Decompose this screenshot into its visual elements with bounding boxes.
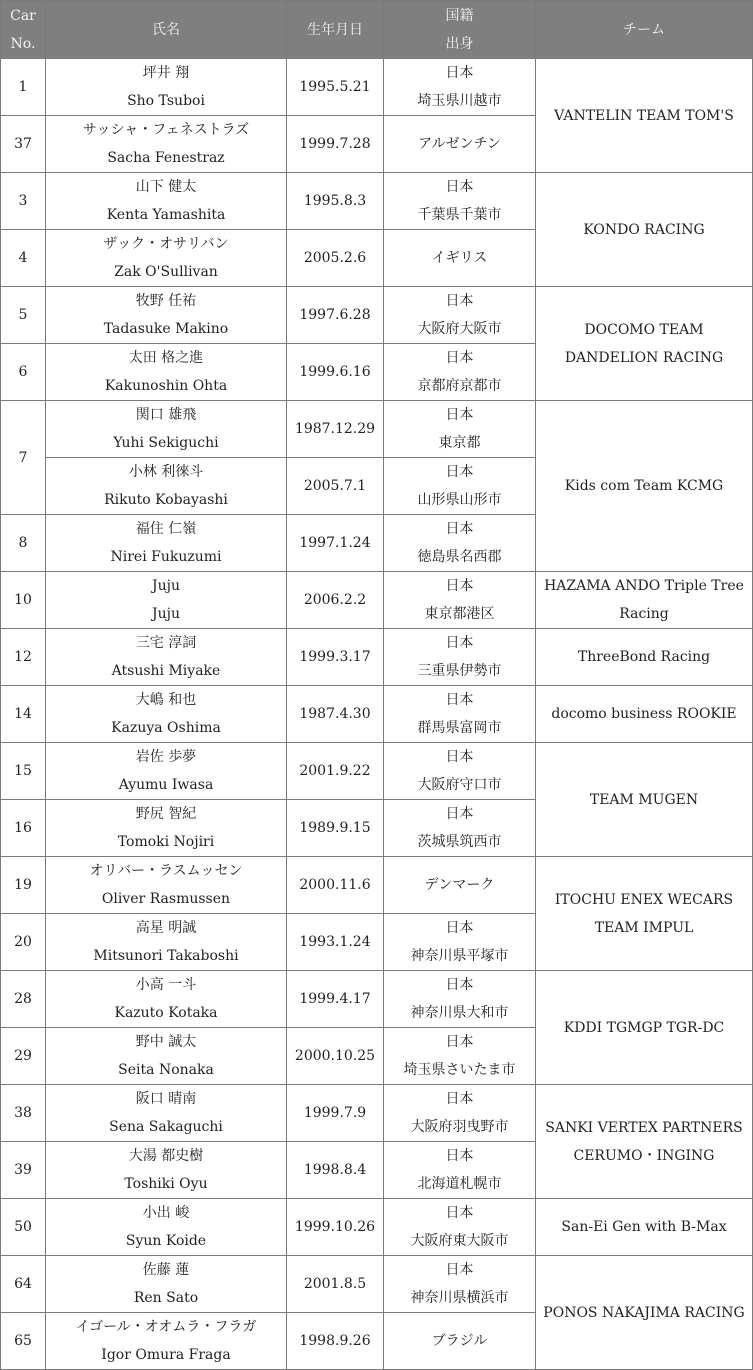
nationality-origin: 日本 埼玉県川越市	[384, 59, 536, 116]
nationality-origin: 日本 茨城県筑西市	[384, 800, 536, 857]
header-birthdate: 生年月日	[287, 1, 384, 59]
team-name: HAZAMA ANDO Triple Tree Racing	[536, 572, 753, 629]
nationality-origin: 日本 山形県山形市	[384, 458, 536, 515]
nationality-origin: 日本 京都府京都市	[384, 344, 536, 401]
header-name: 氏名	[46, 1, 287, 59]
team-name: Kids com Team KCMG	[536, 401, 753, 572]
team-name: ITOCHU ENEX WECARS TEAM IMPUL	[536, 857, 753, 971]
birthdate: 1999.7.28	[287, 116, 384, 173]
birthdate: 2005.2.6	[287, 230, 384, 287]
birthdate: 2001.9.22	[287, 743, 384, 800]
nationality-origin: 日本 神奈川県平塚市	[384, 914, 536, 971]
birthdate: 1999.10.26	[287, 1199, 384, 1256]
table-row	[1, 1085, 753, 1142]
car-number: 37	[1, 116, 46, 173]
nationality-origin: 日本 千葉県千葉市	[384, 173, 536, 230]
car-number: 39	[1, 1142, 46, 1199]
driver-name: サッシャ・フェネストラズ Sacha Fenestraz	[46, 116, 287, 173]
header-car-no: Car No.	[1, 1, 46, 59]
driver-name: Juju Juju	[46, 572, 287, 629]
car-number: 14	[1, 686, 46, 743]
driver-name: オリバー・ラスムッセン Oliver Rasmussen	[46, 857, 287, 914]
birthdate: 1997.1.24	[287, 515, 384, 572]
birthdate: 2000.11.6	[287, 857, 384, 914]
driver-name: 福住 仁嶺 Nirei Fukuzumi	[46, 515, 287, 572]
car-number: 3	[1, 173, 46, 230]
birthdate: 1999.7.9	[287, 1085, 384, 1142]
table-row	[1, 971, 753, 1028]
table-row	[1, 1199, 753, 1256]
team-name: VANTELIN TEAM TOM'S	[536, 59, 753, 173]
birthdate: 1998.9.26	[287, 1313, 384, 1370]
driver-name: 小高 一斗 Kazuto Kotaka	[46, 971, 287, 1028]
driver-name: ザック・オサリバン Zak O'Sullivan	[46, 230, 287, 287]
nationality-origin: 日本 群馬県富岡市	[384, 686, 536, 743]
driver-name: イゴール・オオムラ・フラガ Igor Omura Fraga	[46, 1313, 287, 1370]
car-number: 6	[1, 344, 46, 401]
nationality-origin: デンマーク	[384, 857, 536, 914]
car-number: 15	[1, 743, 46, 800]
car-number: 64	[1, 1256, 46, 1313]
nationality-origin: 日本 大阪府羽曳野市	[384, 1085, 536, 1142]
table-row	[1, 857, 753, 914]
car-number: 7	[1, 401, 46, 515]
driver-name: 山下 健太 Kenta Yamashita	[46, 173, 287, 230]
nationality-origin: 日本 神奈川県大和市	[384, 971, 536, 1028]
car-number: 10	[1, 572, 46, 629]
driver-name: 三宅 淳詞 Atsushi Miyake	[46, 629, 287, 686]
nationality-origin: 日本 大阪府大阪市	[384, 287, 536, 344]
birthdate: 2000.10.25	[287, 1028, 384, 1085]
header-row	[1, 1, 753, 59]
car-number: 29	[1, 1028, 46, 1085]
car-number: 4	[1, 230, 46, 287]
nationality-origin: 日本 神奈川県横浜市	[384, 1256, 536, 1313]
table-row	[1, 59, 753, 116]
birthdate: 1995.5.21	[287, 59, 384, 116]
car-number: 65	[1, 1313, 46, 1370]
nationality-origin: アルゼンチン	[384, 116, 536, 173]
driver-name: 大湯 都史樹 Toshiki Oyu	[46, 1142, 287, 1199]
nationality-origin: 日本 北海道札幌市	[384, 1142, 536, 1199]
birthdate: 1998.8.4	[287, 1142, 384, 1199]
table-row	[1, 173, 753, 230]
driver-name: 太田 格之進 Kakunoshin Ohta	[46, 344, 287, 401]
nationality-origin: 日本 東京都港区	[384, 572, 536, 629]
birthdate: 1995.8.3	[287, 173, 384, 230]
header-nationality-origin: 国籍 出身	[384, 1, 536, 59]
nationality-origin: 日本 埼玉県さいたま市	[384, 1028, 536, 1085]
driver-name: 野中 誠太 Seita Nonaka	[46, 1028, 287, 1085]
nationality-origin: 日本 大阪府東大阪市	[384, 1199, 536, 1256]
nationality-origin: ブラジル	[384, 1313, 536, 1370]
team-name: DOCOMO TEAM DANDELION RACING	[536, 287, 753, 401]
team-name: SANKI VERTEX PARTNERS CERUMO・INGING	[536, 1085, 753, 1199]
driver-name: 坪井 翔 Sho Tsuboi	[46, 59, 287, 116]
car-number: 16	[1, 800, 46, 857]
header-team: チーム	[536, 1, 753, 59]
birthdate: 2001.8.5	[287, 1256, 384, 1313]
team-name: docomo business ROOKIE	[536, 686, 753, 743]
car-number: 28	[1, 971, 46, 1028]
car-number: 50	[1, 1199, 46, 1256]
birthdate: 1987.4.30	[287, 686, 384, 743]
car-number: 12	[1, 629, 46, 686]
table-row	[1, 287, 753, 344]
nationality-origin: 日本 徳島県名西郡	[384, 515, 536, 572]
birthdate: 1997.6.28	[287, 287, 384, 344]
birthdate: 1999.4.17	[287, 971, 384, 1028]
team-name: KONDO RACING	[536, 173, 753, 287]
table-row	[1, 686, 753, 743]
team-name: ThreeBond Racing	[536, 629, 753, 686]
birthdate: 1987.12.29	[287, 401, 384, 458]
car-number: 19	[1, 857, 46, 914]
birthdate: 2005.7.1	[287, 458, 384, 515]
driver-name: 小出 峻 Syun Koide	[46, 1199, 287, 1256]
table-row	[1, 629, 753, 686]
nationality-origin: 日本 大阪府守口市	[384, 743, 536, 800]
car-number: 8	[1, 515, 46, 572]
car-number: 38	[1, 1085, 46, 1142]
birthdate: 1999.6.16	[287, 344, 384, 401]
driver-name: 大嶋 和也 Kazuya Oshima	[46, 686, 287, 743]
driver-name: 高星 明誠 Mitsunori Takaboshi	[46, 914, 287, 971]
team-name: TEAM MUGEN	[536, 743, 753, 857]
table-row	[1, 572, 753, 629]
driver-name: 野尻 智紀 Tomoki Nojiri	[46, 800, 287, 857]
birthdate: 2006.2.2	[287, 572, 384, 629]
driver-name: 牧野 任祐 Tadasuke Makino	[46, 287, 287, 344]
driver-name: 小林 利徠斗 Rikuto Kobayashi	[46, 458, 287, 515]
birthdate: 1999.3.17	[287, 629, 384, 686]
team-name: San-Ei Gen with B-Max	[536, 1199, 753, 1256]
team-name: PONOS NAKAJIMA RACING	[536, 1256, 753, 1370]
car-number: 5	[1, 287, 46, 344]
birthdate: 1993.1.24	[287, 914, 384, 971]
driver-name: 佐藤 蓮 Ren Sato	[46, 1256, 287, 1313]
car-number: 20	[1, 914, 46, 971]
driver-name: 阪口 晴南 Sena Sakaguchi	[46, 1085, 287, 1142]
driver-name: 関口 雄飛 Yuhi Sekiguchi	[46, 401, 287, 458]
birthdate: 1989.9.15	[287, 800, 384, 857]
driver-name: 岩佐 歩夢 Ayumu Iwasa	[46, 743, 287, 800]
nationality-origin: イギリス	[384, 230, 536, 287]
nationality-origin: 日本 三重県伊勢市	[384, 629, 536, 686]
team-name: KDDI TGMGP TGR-DC	[536, 971, 753, 1085]
table-row	[1, 401, 753, 458]
car-number: 1	[1, 59, 46, 116]
nationality-origin: 日本 東京都	[384, 401, 536, 458]
table-row	[1, 1256, 753, 1313]
table-row	[1, 743, 753, 800]
